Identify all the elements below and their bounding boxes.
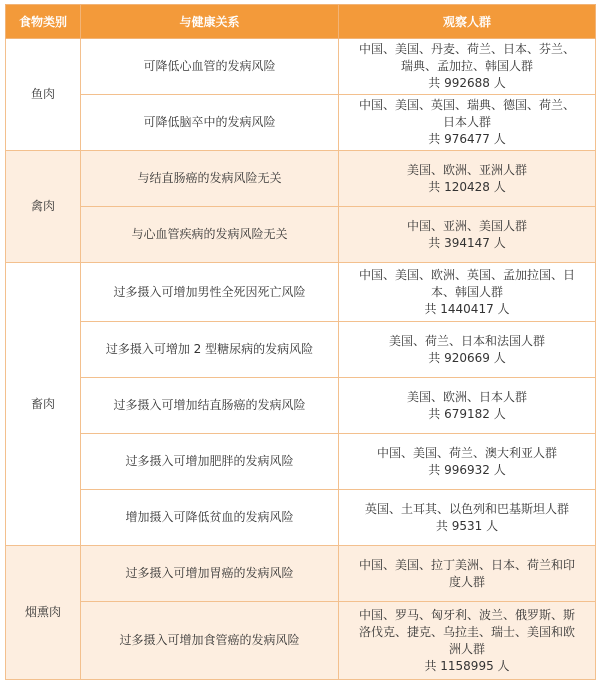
- food-health-table-container: [5, 4, 595, 680]
- population-line: 瑞典、孟加拉、韩国人群: [400, 59, 533, 73]
- table-row: [6, 434, 596, 490]
- population-line: 美国、欧洲、亚洲人群: [406, 162, 527, 177]
- table-row: [6, 263, 596, 322]
- population-line: 英国、土耳其、以色列和巴基斯坦人群: [364, 501, 569, 516]
- food-group: [6, 263, 596, 546]
- table-header: [6, 5, 596, 39]
- population-count: 共 120428 人: [428, 179, 506, 194]
- header-health-relation: 与健康关系: [81, 5, 339, 39]
- health-relation-cell: 可降低心血管的发病风险: [81, 39, 339, 95]
- health-relation-cell: 与结直肠癌的发病风险无关: [81, 151, 339, 207]
- population-count: 共 920669 人: [428, 350, 506, 365]
- food-group: [6, 546, 596, 680]
- population-line: 中国、美国、欧洲、英国、孟加拉国、日: [358, 267, 575, 282]
- health-relation-cell: 过多摄入可增加男性全死因死亡风险: [81, 263, 339, 322]
- population-cell: [339, 207, 596, 263]
- health-relation-cell: 过多摄入可增加肥胖的发病风险: [81, 434, 339, 490]
- population-cell: [339, 378, 596, 434]
- population-cell: [339, 546, 596, 602]
- population-line: 美国、荷兰、日本和法国人群: [388, 333, 545, 348]
- population-line: 洲人群: [448, 641, 485, 656]
- health-relation-cell: 过多摄入可增加食管癌的发病风险: [81, 602, 339, 680]
- population-count: 共 1440417 人: [424, 301, 510, 316]
- table-row: [6, 39, 596, 95]
- food-category-cell: 烟熏肉: [6, 546, 81, 680]
- population-line: 中国、罗马、匈牙利、波兰、俄罗斯、斯: [358, 607, 575, 622]
- food-category-cell: 鱼肉: [6, 39, 81, 151]
- population-line: 美国、欧洲、日本人群: [406, 389, 527, 404]
- population-line: 度人群: [448, 574, 485, 589]
- table-row: [6, 322, 596, 378]
- health-relation-cell: 增加摄入可降低贫血的发病风险: [81, 490, 339, 546]
- population-cell: [339, 322, 596, 378]
- health-relation-cell: 过多摄入可增加结直肠癌的发病风险: [81, 378, 339, 434]
- food-group: [6, 39, 596, 151]
- population-count: 共 1158995 人: [424, 658, 510, 673]
- food-group: [6, 151, 596, 263]
- population-line: 本、韩国人群: [430, 284, 503, 299]
- population-count: 共 976477 人: [428, 132, 506, 146]
- table-row: [6, 490, 596, 546]
- table-row: [6, 207, 596, 263]
- header-food-category: 食物类别: [6, 5, 81, 39]
- population-cell: [339, 434, 596, 490]
- table-row: [6, 378, 596, 434]
- population-cell: [339, 39, 596, 95]
- table-row: [6, 546, 596, 602]
- header-population: 观察人群: [339, 5, 596, 39]
- population-line: 洛伐克、捷克、乌拉圭、瑞士、美国和欧: [358, 624, 575, 639]
- health-relation-cell: 过多摄入可增加 2 型糖尿病的发病风险: [81, 322, 339, 378]
- population-count: 共 996932 人: [428, 462, 506, 477]
- population-cell: [339, 151, 596, 207]
- population-count: 共 992688 人: [428, 76, 506, 90]
- table-row: [6, 151, 596, 207]
- health-relation-cell: 可降低脑卒中的发病风险: [81, 95, 339, 151]
- population-cell: [339, 95, 596, 151]
- population-line: 中国、美国、英国、瑞典、德国、荷兰、: [358, 98, 575, 112]
- population-line: 中国、亚洲、美国人群: [406, 218, 527, 233]
- population-cell: [339, 490, 596, 546]
- population-line: 中国、美国、丹麦、荷兰、日本、芬兰、: [358, 42, 575, 56]
- food-health-table: [5, 4, 596, 680]
- population-count: 共 9531 人: [435, 518, 499, 533]
- table-row: [6, 95, 596, 151]
- population-cell: [339, 602, 596, 680]
- population-line: 日本人群: [442, 115, 491, 129]
- population-count: 共 394147 人: [428, 235, 506, 250]
- population-count: 共 679182 人: [428, 406, 506, 421]
- health-relation-cell: 与心血管疾病的发病风险无关: [81, 207, 339, 263]
- population-cell: [339, 263, 596, 322]
- population-line: 中国、美国、拉丁美洲、日本、荷兰和印: [358, 557, 575, 572]
- population-line: 中国、美国、荷兰、澳大利亚人群: [376, 445, 557, 460]
- food-category-cell: 禽肉: [6, 151, 81, 263]
- header-row: [6, 5, 596, 39]
- food-category-cell: 畜肉: [6, 263, 81, 546]
- health-relation-cell: 过多摄入可增加胃癌的发病风险: [81, 546, 339, 602]
- table-row: [6, 602, 596, 680]
